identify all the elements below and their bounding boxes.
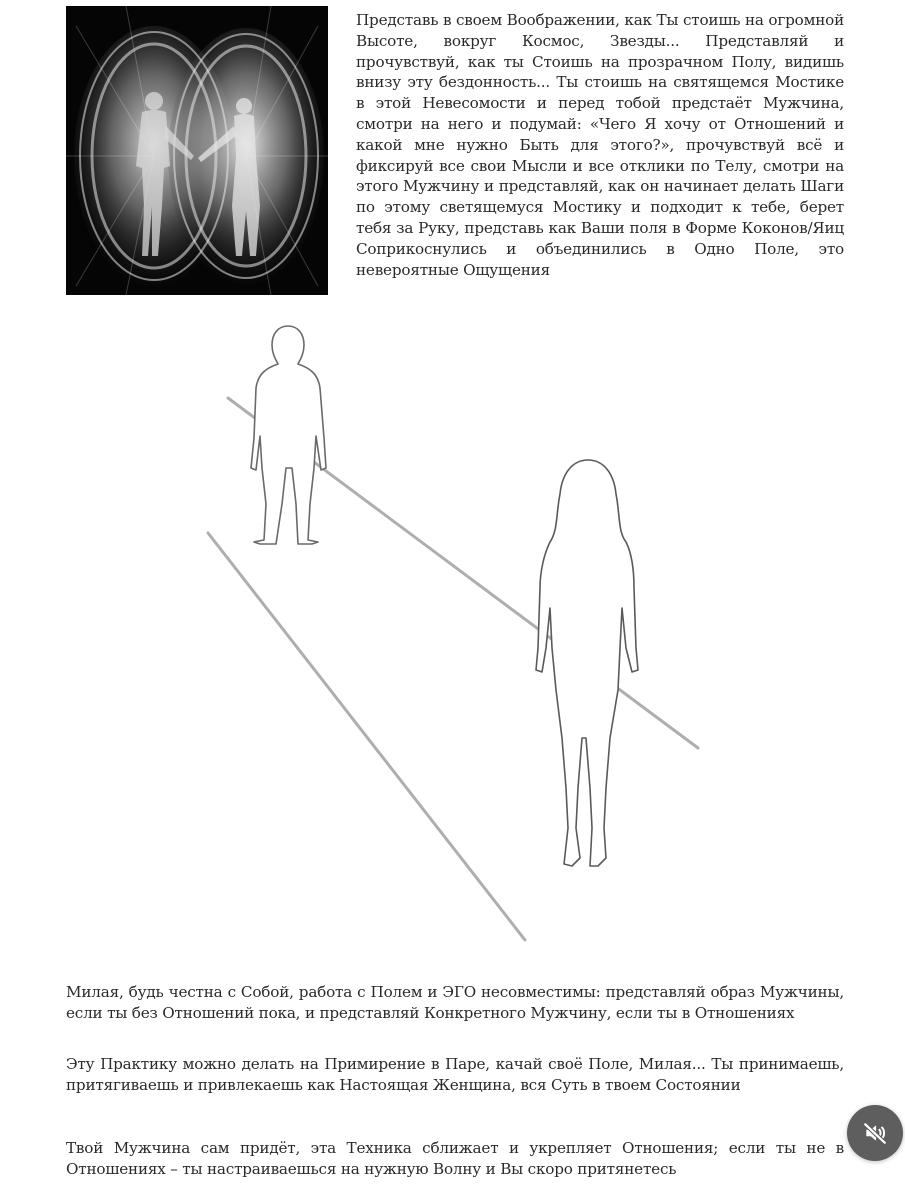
paragraph-attraction: Твой Мужчина сам придёт, эта Техника сближает и укрепляет Отношения; если ты не в Отношениях – ты настраиваешься на нужную Волну и Вы скоро притянетесь <box>66 1139 844 1178</box>
intro-paragraph: Представь в своем Воображении, как Ты стоишь на огромной Высоте, вокруг Космос, Звезды... Представляй и прочувствуй, как ты Стоишь на прозрачном Полу, видишь внизу эту бездонность... Ты стоишь на святящемся Мостике в этой Невесомости и перед тобой предстаёт Мужчина, смотри на него и подумай: «Чего Я хочу от Отношений и какой мне нужно Быть для этого?», прочувствуй всё и фиксируй все свои Мысли и все отклики по Телу, смотри на этого Мужчину и представляй, как он начинает делать Шаги по этому светящемуся Мостику и подходит к тебе, берет тебя за Руку, представь как Ваши поля в Форме Коконов/Яиц Соприкоснулись и объединились в Одно Поле, это невероятные Ощущения <box>356 11 844 279</box>
paragraph-honesty: Милая, будь честна с Собой, работа с Полем и ЭГО несовместимы: представляй образ Мужчины, если ты без Отношений пока, и представляй Конкретного Мужчину, если ты в Отношениях <box>66 983 844 1022</box>
paragraph-reconciliation: Эту Практику можно делать на Примирение в Паре, качай своё Поле, Милая... Ты принимаешь, притягиваешь и привлекаешь как Настоящая Женщина, вся Суть в твоем Состоянии <box>66 1055 844 1094</box>
muted-speaker-icon <box>862 1120 888 1146</box>
aura-couple-graphic <box>66 6 328 295</box>
woman-silhouette-icon <box>536 460 638 866</box>
aura-couple-image <box>66 6 328 295</box>
bridge-illustration <box>200 318 710 948</box>
man-silhouette-icon <box>251 326 326 544</box>
mute-button[interactable] <box>847 1105 903 1161</box>
